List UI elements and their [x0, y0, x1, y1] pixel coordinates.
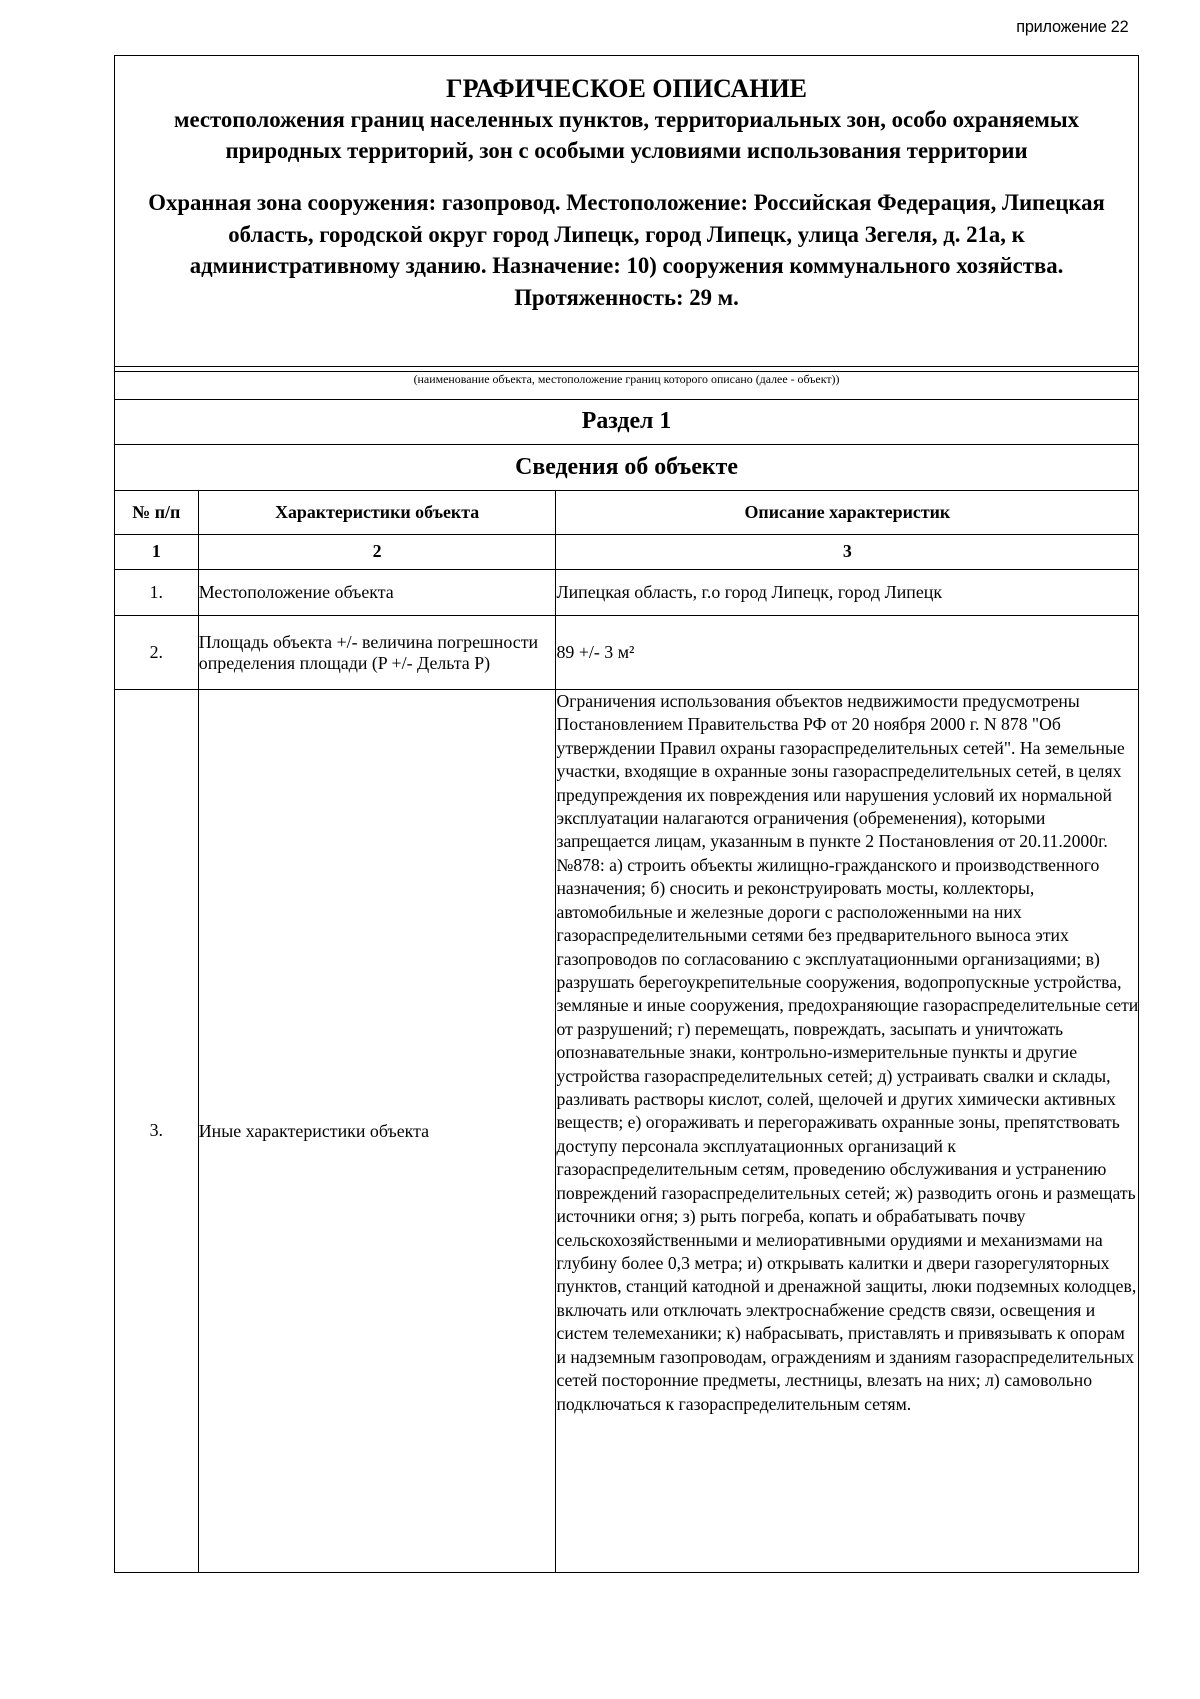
document-header: [115, 73, 1138, 386]
row-characteristic: Иные характеристики объекта: [198, 689, 556, 1571]
row-characteristic: Местоположение объекта: [198, 569, 556, 616]
row-description: Ограничения использования объектов недвижимости предусмотрены Постановлением Правительства РФ от 20 ноября 2000 г. N 878 "Об утверждении Правил охраны газораспределительных сетей". На земельные участки, входящие в охранные зоны газораспределительных сетей, в целях предупреждения их повреждения или нарушения условий их нормальной эксплуатации налагаются ограничения (обременения), которыми запрещается лицам, указанным в пункте 2 Постановления от 20.11.2000г. №878: а) строить объекты жилищно-гражданского и производственного назначения; б) сносить и реконструировать мосты, коллекторы, автомобильные и железные дороги с расположенными на них газораспределительными сетями без предварительного выноса этих газопроводов по согласованию с эксплуатационными организациями; в) разрушать берегоукрепительные сооружения, водопропускные устройства, земляные и иные сооружения, предохраняющие газораспределительные сети от разрушений; г) перемещать, повреждать, засыпать и уничтожать опознавательные знаки, контрольно-измерительные пункты и другие устройства газораспределительных сетей; д) устраивать свалки и склады, разливать растворы кислот, солей, щелочей и других химически активных веществ; е) огораживать и перегораживать охранные зоны, препятствовать доступу персонала эксплуатационных организаций к газораспределительным сетям, проведению обслуживания и устранению повреждений газораспределительных сетей; ж) разводить огонь и размещать источники огня; з) рыть погреба, копать и обрабатывать почву сельскохозяйственными и мелиоративными орудиями и механизмами на глубину более 0,3 метра; и) открывать калитки и двери газорегуляторных пунктов, станций катодной и дренажной защиты, люки подземных колодцев, включать или отключать электроснабжение средств связи, освещения и систем телемеханики; к) набрасывать, приставлять и привязывать к опорам и надземным газопроводам, ограждениям и зданиям газораспределительных сетей посторонние предметы, лестницы, влезать на них; л) самовольно подключаться к газораспределительным сетям.: [556, 689, 1138, 1571]
column-number: 2: [198, 534, 556, 569]
row-description: Липецкая область, г.о город Липецк, город Липецк: [556, 569, 1138, 616]
document-subtitle: местоположения границ населенных пунктов, территориальных зон, особо охраняемых природных территорий, зон с особыми условиями использования территории: [174, 106, 1080, 164]
object-name-underline: [115, 366, 1138, 367]
row-characteristic: Площадь объекта +/- величина погрешности определения площади (P +/- Дельта P): [198, 616, 556, 690]
column-number: 1: [115, 534, 198, 569]
section-label: Раздел 1: [115, 400, 1138, 445]
section-title: Сведения об объекте: [115, 445, 1138, 490]
table-row: [115, 689, 1138, 1571]
column-header-characteristic: Характеристики объекта: [198, 491, 556, 535]
table-row: [115, 569, 1138, 616]
row-description: 89 +/- 3 м²: [556, 616, 1138, 690]
appendix-label: приложение 22: [1016, 18, 1129, 37]
row-number: 3.: [115, 689, 198, 1571]
table-row: [115, 616, 1138, 690]
table-header-row: [115, 491, 1138, 535]
row-number: 2.: [115, 616, 198, 690]
object-characteristics-table: [115, 491, 1138, 1572]
column-header-number: № п/п: [115, 491, 198, 535]
row-number: 1.: [115, 569, 198, 616]
column-number: 3: [556, 534, 1138, 569]
document-frame: [114, 55, 1139, 1572]
column-number-row: [115, 534, 1138, 569]
document-title: ГРАФИЧЕСКОЕ ОПИСАНИЕ: [446, 73, 808, 103]
object-name: Охранная зона сооружения: газопровод. Местоположение: Российская Федерация, Липецкая область, городской округ город Липецк, город Липецк, улица Зегеля, д. 21а, к административному зданию. Назначение: 10) сооружения коммунального хозяйства. Протяженность: 29 м.: [148, 190, 1105, 310]
object-name-caption: (наименование объекта, местоположение границ которого описано (далее - объект)): [413, 371, 840, 386]
column-header-description: Описание характеристик: [556, 491, 1138, 535]
